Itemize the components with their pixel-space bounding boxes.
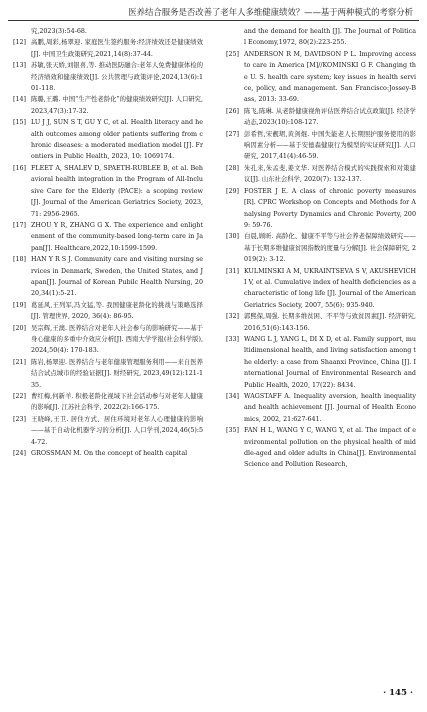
- reference-text: 高鹏,周彩,杨翠迎. 家庭医生签约服务:经济绩效还是健康绩效[J]. 中国卫生政策研究,2021,14(8):37-44.: [31, 39, 203, 58]
- references-left-column: [13, 26, 203, 459]
- reference-number: [24]: [13, 450, 27, 458]
- page-header: [0, 0, 427, 24]
- reference-entry: [226, 425, 416, 471]
- reference-text: ZHOU Y R, ZHANG G X. The experience and enlightenment of the community-based long-term care in Japan[J]. Healthcare,2022,10:1599-1599.: [31, 221, 203, 252]
- reference-entry: [226, 266, 416, 312]
- reference-text: GROSSMAN M. On the concept of health capital: [31, 450, 188, 458]
- reference-number: [18]: [13, 256, 27, 264]
- reference-entry: [13, 254, 203, 300]
- reference-text: 郭熙保,周强. 长期多维贫困、不平等与致贫因素[J]. 经济研究, 2016,51(6):143-156.: [244, 313, 416, 332]
- reference-entry: [13, 323, 203, 357]
- reference-continuation: 究,2023(3):54-68.: [31, 28, 87, 35]
- reference-entry: [13, 117, 203, 163]
- reference-number: [20]: [13, 324, 27, 332]
- reference-entry: [226, 311, 416, 334]
- reference-number: [16]: [13, 164, 27, 172]
- reference-text: 陈飞,陈琳. 从老龄健康视角评估医养结合试点政策[J]. 经济学动态,2023(10):108-127.: [244, 107, 416, 127]
- reference-entry: [226, 391, 416, 425]
- reference-text: 吴宗辉,王澳. 医养结合对老年人社会参与的影响研究——基于身心健康的多重中介效应分析[J]. 西南大学学报(社会科学版), 2024,50(4): 170-183.: [31, 324, 203, 355]
- reference-text: 朱孔来,朱孟斐,姜文华. 对医养结合模式的实践探索和对策建议[J]. 山东社会科学, 2020(7): 132-137.: [244, 164, 416, 184]
- reference-text: 彭希哲,宋靓珺,黄剑焜. 中国失能老人长期照护服务使用的影响因素分析——基于安德森健康行为模型的实证研究[J]. 人口研究, 2017,41(4):46-59.: [244, 130, 416, 161]
- reference-text: WAGSTAFF A. Inequality aversion, health inequality and health achievement [J]. Journal of Health Economics, 2002, 21:627-641.: [244, 393, 416, 423]
- reference-number: [13]: [13, 62, 27, 70]
- reference-entry: [226, 129, 416, 163]
- reference-text: 白晨,顾昕. 高龄化、健康不平等与社会养老保障绩效研究——基于长期多维健康贫困指数的度量与分解[J]. 社会保障研究, 2019(2): 3-12.: [244, 233, 416, 264]
- reference-entry: [226, 231, 416, 265]
- reference-text: FOSTER J E. A class of chronic poverty measures [R]. CPRC Workshop on Concepts and Methods for Analysing Poverty Dynamics and Chronic Poverty, 2009: 59-76.: [244, 187, 416, 229]
- reference-number: [14]: [13, 96, 27, 104]
- running-title: 医养结合服务是否改善了老年人多维健康绩效？——基于两种模式的考察分析: [128, 7, 413, 17]
- reference-entry: [13, 220, 203, 254]
- reference-number: [17]: [13, 221, 27, 229]
- reference-text: 葛延风,王列军,冯文猛,等. 我国健康老龄化的挑战与策略选择[J]. 管理世界, 2020, 36(4): 86-95.: [31, 301, 203, 321]
- reference-entry: [13, 448, 203, 459]
- reference-number: [33]: [226, 335, 240, 343]
- reference-entry: [13, 60, 203, 94]
- reference-number: [35]: [226, 427, 240, 435]
- reference-entry: [13, 414, 203, 448]
- reference-text: HAN Y R S J. Community care and visiting nursing services in Denmark, Sweden, the United States, and Japan[J]. Journal of Korean Pubilc Health Nursing, 2020,34(1):5-21.: [31, 256, 203, 298]
- reference-entry: [13, 391, 203, 414]
- reference-text: ANDERSON R M, DAVIDSON P L. Improving access to care in America [M]//KOMINSKI G F. Changing the U. S. health care system; key issues in health service, policy, and management. San Francisco:Jossey-Bass, 2013: 33-69.: [244, 50, 416, 104]
- reference-number: [21]: [13, 358, 27, 366]
- reference-entry: [226, 106, 416, 129]
- reference-entry: [226, 186, 416, 232]
- reference-text: 陈璐,王璐. 中国“生产性老龄化”的健康绩效研究[J]. 人口研究,2023,47(3):17-32.: [31, 96, 203, 115]
- reference-entry: [13, 357, 203, 391]
- reference-entry: [226, 49, 416, 106]
- reference-entry: [13, 163, 203, 220]
- reference-text: 苏敏,张天娇,刘银喜,等. 推动医防融合:老年人免费健康体检的经济绩效和健康绩效[J]. 公共管理与政策评论,2024,13(6):101-118.: [31, 62, 203, 93]
- reference-continuation: and the demand for health [J]. The Journal of Political Economy,1972, 80(2):223-255.: [244, 28, 416, 47]
- reference-number: [23]: [13, 415, 27, 423]
- reference-text: 曹红梅,何新羊. 积极老龄化视域下社会活动参与对老年人健康的影响[J]. 江苏社会科学, 2022(2):166-175.: [31, 393, 203, 412]
- header-divider: [8, 20, 419, 21]
- reference-text: 陈岩,杨翠迎. 医养结合与老年健康管理服务利用——来自医养结合试点城市的经验证据[J]. 财经研究, 2023,49(12):121-135.: [31, 358, 203, 389]
- reference-text: 王晓峰,王卫. 居住方式、居住环境对老年人心理健康的影响——基于自动化机器学习的分析[J]. 人口学刊,2024,46(5):54-72.: [31, 415, 203, 446]
- reference-text: FAN H L, WANG Y C, WANG Y, et al. The impact of environmental pollution on the physical health of middle-aged and older adults in China[J]. Environmental Science and Pollution Research,: [244, 427, 416, 469]
- reference-number: [32]: [226, 313, 240, 321]
- reference-number: [15]: [13, 119, 27, 127]
- reference-number: [26]: [226, 107, 240, 115]
- reference-number: [28]: [226, 164, 240, 172]
- reference-number: [12]: [13, 39, 27, 47]
- reference-text: KULMINSKI A M, UKRAINTSEVA S V, AKUSHEVICH I V, et al. Cumulative index of health deficiencies as a characteristic of long life [J]. Journal of the American Geriatrics Society, 2007, 55(6): 935-940.: [244, 267, 416, 309]
- page-number: · 145 ·: [383, 688, 413, 698]
- reference-entry: [226, 163, 416, 186]
- reference-text: LU J J, SUN S T, GU Y C, et al. Health literacy and health outcomes among older patients suffering from chronic diseases: a moderated mediation model [J]. Frontiers in Public Health, 2023, 10: 1069174.: [31, 119, 203, 161]
- reference-entry: [13, 300, 203, 323]
- reference-number: [34]: [226, 393, 240, 400]
- reference-number: [25]: [226, 50, 240, 58]
- reference-text: FLEET A, SHALEV D, SPAETH-RUBLEE B, et al. Behavioral health integration in the Program of All-Inclusive Care for the Elderly (PACE): a scoping review [J]. Journal of the American Geriatrics Society, 2023, 71: 2956-2965.: [31, 164, 203, 218]
- reference-number: [31]: [226, 267, 240, 275]
- reference-number: [19]: [13, 301, 27, 309]
- reference-entry: [13, 94, 203, 117]
- reference-number: [27]: [226, 130, 240, 138]
- references-right-column: [226, 26, 416, 471]
- reference-number: [29]: [226, 187, 240, 195]
- reference-entry: [226, 334, 416, 391]
- reference-number: [30]: [226, 233, 240, 241]
- reference-entry: [13, 37, 203, 60]
- reference-text: WANG L J, YANG L, DI X D, et al. Family support, multidimensional health, and living satisfaction among the elderly: a case from Shaanxi Province, China [J]. International Journal of Environmental Research and Public Health, 2020, 17(22): 8434.: [244, 335, 416, 389]
- reference-number: [22]: [13, 393, 27, 400]
